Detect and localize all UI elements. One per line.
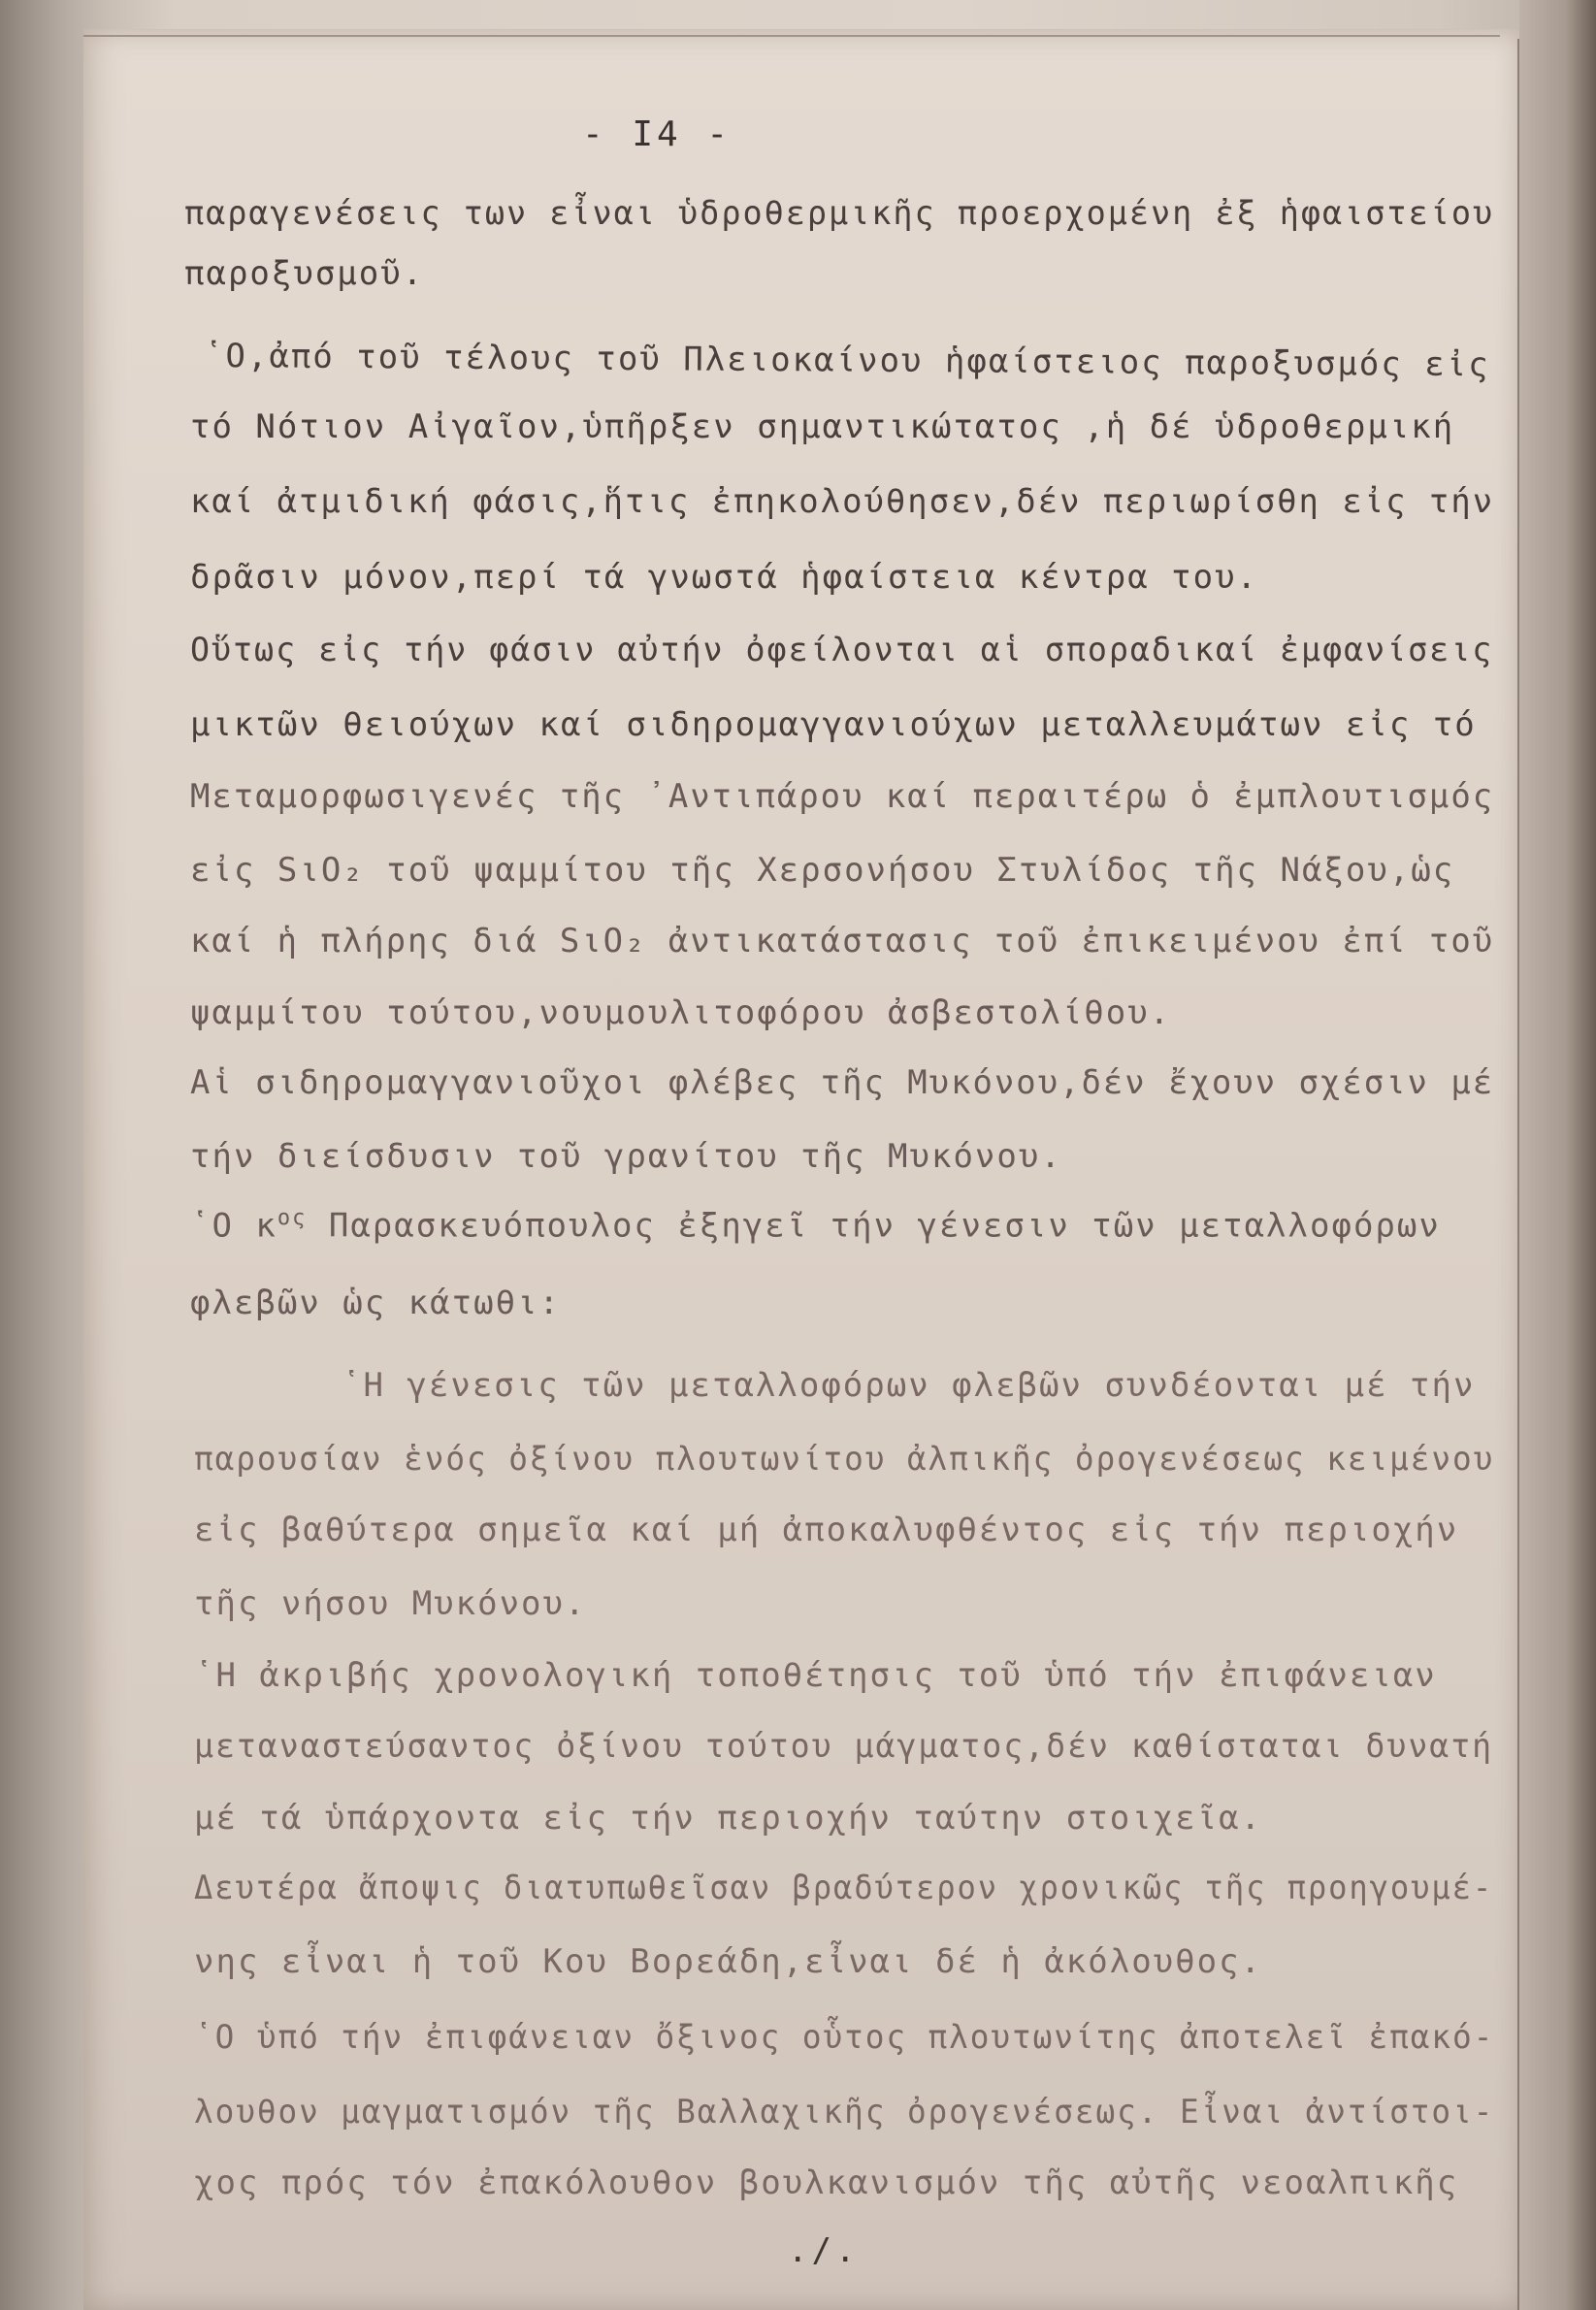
text-line: Αἱ σιδηρομαγγανιοῦχοι φλέβες τῆς Μυκόνου,δέν ἔχουν σχέσιν μέ [190, 1063, 1495, 1102]
text-line: δρᾶσιν μόνον,περί τά γνωστά ἡφαίστεια κέντρα του. [190, 558, 1259, 597]
text-line: παραγενέσεις των εἶναι ὑδροθερμικῆς προερχομένη ἐξ ἡφαιστείου [184, 194, 1495, 233]
binding-edge [1519, 0, 1596, 2310]
text-line: τό Νότιον Αἰγαῖον,ὑπῆρξεν σημαντικώτατος ,ἡ δέ ὑδροθερμική [190, 407, 1455, 446]
text-line: ῾Η γένεσις τῶν μεταλλοφόρων φλεβῶν συνδέονται μέ τήν [342, 1366, 1476, 1405]
text-line: φλεβῶν ὡς κάτωθι: [190, 1284, 561, 1322]
continuation-mark: ./. [788, 2231, 860, 2270]
superscript: ος [277, 1206, 308, 1230]
text-line: ῾Η ἀκριβής χρονολογική τοποθέτησις τοῦ ὑπό τήν ἐπιφάνειαν [194, 1656, 1437, 1695]
text-line: ψαμμίτου τούτου,νουμουλιτοφόρου ἀσβεστολίθου. [190, 993, 1172, 1032]
text-line: εἰς βαθύτερα σημεῖα καί μή ἀποκαλυφθέντος εἰς τήν περιοχήν [194, 1511, 1459, 1549]
page-number: - I4 - [582, 114, 733, 154]
text-line: νης εἶναι ἡ τοῦ Κου Βορεάδη,εἶναι δέ ἡ ἀκόλουθος. [194, 1942, 1263, 1981]
top-border-line [83, 35, 1500, 37]
text-line: τῆς νήσου Μυκόνου. [194, 1584, 587, 1623]
text-line: μέ τά ὑπάρχοντα εἰς τήν περιοχήν ταύτην στοιχεῖα. [194, 1799, 1263, 1838]
text-line: καί ἀτμιδική φάσις,ἥτις ἐπηκολούθησεν,δέν περιωρίσθη εἰς τήν [190, 482, 1495, 521]
text-line: Δευτέρα ἄποψις διατυπωθεῖσαν βραδύτερον χρονικῶς τῆς προηγουμέ- [194, 1869, 1494, 1907]
text-line: ῾Ο,ἀπό τοῦ τέλους τοῦ Πλειοκαίνου ἡφαίστειος παροξυσμός εἰς [203, 337, 1490, 385]
text-line: τήν διείσδυσιν τοῦ γρανίτου τῆς Μυκόνου. [190, 1137, 1062, 1176]
right-border-line [1517, 39, 1519, 2310]
text-line: μικτῶν θειούχων καί σιδηρομαγγανιούχων μεταλλευμάτων εἰς τό [190, 705, 1477, 744]
text-line: μεταναστεύσαντος ὀξίνου τούτου μάγματος,δέν καθίσταται δυνατή [194, 1727, 1494, 1766]
text-line: εἰς SιO₂ τοῦ ψαμμίτου τῆς Χερσονήσου Στυλίδος τῆς Νάξου,ὡς [190, 851, 1455, 890]
text-line: παροξυσμοῦ. [184, 254, 425, 293]
text-line: Μεταμορφωσιγενές τῆς ᾿Αντιπάρου καί περαιτέρω ὁ ἐμπλουτισμός [190, 777, 1495, 816]
text-line: ῾Ο $\kappa^{o\varsigma}$ Παρασκευόπουλος ἐξηγεῖ τήν γένεσιν τῶν μεταλλοφόρων [190, 1206, 1441, 1246]
text-line: χος πρός τόν ἐπακόλουθον βουλκανισμόν τῆς αὐτῆς νεοαλπικῆς [194, 2164, 1459, 2202]
text-line: ῾Ο ὑπό τήν ἐπιφάνειαν ὄξινος οὗτος πλουτωνίτης ἀποτελεῖ ἐπακό- [194, 2018, 1495, 2057]
text-line: παρουσίαν ἑνός ὀξίνου πλουτωνίτου ἀλπικῆς ὀρογενέσεως κειμένου [194, 1440, 1495, 1479]
text-line: Οὕτως εἰς τήν φάσιν αὐτήν ὀφείλονται αἱ σποραδικαί ἐμφανίσεις [190, 631, 1494, 669]
text-line: καί ἡ πλήρης διά SιO₂ ἀντικατάστασις τοῦ ἐπικειμένου ἐπί τοῦ [190, 922, 1495, 960]
text-line: λουθον μαγματισμόν τῆς Βαλλαχικῆς ὀρογενέσεως. Εἶναι ἀντίστοι- [194, 2093, 1495, 2131]
